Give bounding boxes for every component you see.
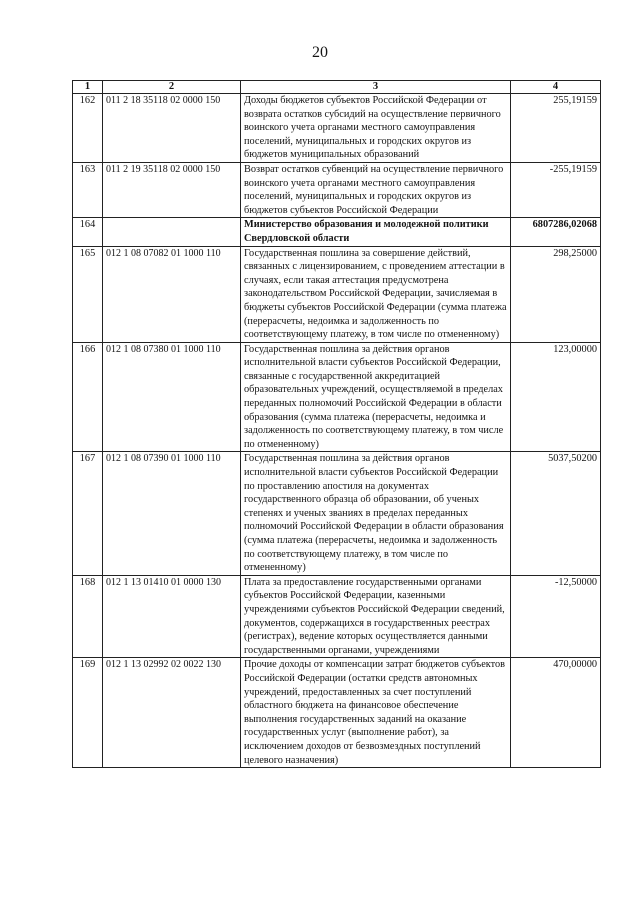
amount-value: 5037,50200 [511,452,601,575]
revenue-name: Возврат остатков субвенций на осуществление первичного воинского учета органами местного самоуправления поселений, муниципальных и городских округов из бюджетов субъектов Российской Федерации [241,162,511,217]
revenue-name: Министерство образования и молодежной политики Свердловской области [241,218,511,246]
budget-code: 012 1 13 02992 02 0022 130 [103,658,241,768]
row-number: 168 [73,575,103,658]
budget-code [103,218,241,246]
revenue-name: Государственная пошлина за действия органов исполнительной власти субъектов Российской Федерации по проставлению апостиля на документах государственного образца об образовании, об ученых степенях и ученых званиях в пределах переданных полномочий Российской Федерации в области образования (сумма платежа (перерасчеты, недоимка и задолженность по соответствующему платежу, в том числе по отмененному) [241,452,511,575]
amount-value: -12,50000 [511,575,601,658]
row-number: 162 [73,94,103,163]
budget-revenue-table [72,80,601,768]
page-number: 20 [312,44,328,61]
row-number: 166 [73,342,103,452]
amount-value: -255,19159 [511,162,601,217]
column-header-4: 4 [511,81,601,94]
budget-code: 012 1 08 07380 01 1000 110 [103,342,241,452]
table-header-row [73,81,601,94]
budget-code: 012 1 08 07390 01 1000 110 [103,452,241,575]
table-row [73,658,601,768]
amount-value: 255,19159 [511,94,601,163]
table-row [73,94,601,163]
column-header-2: 2 [103,81,241,94]
amount-value: 123,00000 [511,342,601,452]
row-number: 165 [73,246,103,342]
column-header-3: 3 [241,81,511,94]
revenue-name: Государственная пошлина за совершение действий, связанных с лицензированием, с проведением аттестации в случаях, если такая аттестация предусмотрена законодательством Российской Федерации, зачисляемая в бюджеты субъектов Российской Федерации (сумма платежа (перерасчеты, недоимка и задолженность по соответствующему платежу, в том числе по отмененному) [241,246,511,342]
budget-code: 011 2 19 35118 02 0000 150 [103,162,241,217]
budget-code: 012 1 13 01410 01 0000 130 [103,575,241,658]
budget-code: 011 2 18 35118 02 0000 150 [103,94,241,163]
amount-value: 6807286,02068 [511,218,601,246]
row-number: 167 [73,452,103,575]
row-number: 164 [73,218,103,246]
table-row [73,218,601,246]
table-row [73,452,601,575]
amount-value: 470,00000 [511,658,601,768]
table-row [73,575,601,658]
amount-value: 298,25000 [511,246,601,342]
column-header-1: 1 [73,81,103,94]
revenue-name: Прочие доходы от компенсации затрат бюджетов субъектов Российской Федерации (остатки средств автономных учреждений, предоставленных за счет поступлений областного бюджета на финансовое обеспечение выполнения государственных заданий на оказание государственных услуг (выполнение работ), за исключением доходов от безвозмездных поступлений целевого назначения) [241,658,511,768]
revenue-name: Доходы бюджетов субъектов Российской Федерации от возврата остатков субсидий на осуществление первичного воинского учета органами местного самоуправления поселений, муниципальных и городских округов из бюджетов муниципальных образований [241,94,511,163]
row-number: 169 [73,658,103,768]
revenue-name: Плата за предоставление государственными органами субъектов Российской Федерации, казенными учреждениями субъектов Российской Федерации сведений, документов, содержащихся в государственных реестрах (регистрах), ведение которых осуществляется данными государственными органами, учреждениями [241,575,511,658]
budget-code: 012 1 08 07082 01 1000 110 [103,246,241,342]
table-row [73,246,601,342]
row-number: 163 [73,162,103,217]
table-row [73,342,601,452]
table-row [73,162,601,217]
revenue-name: Государственная пошлина за действия органов исполнительной власти субъектов Российской Федерации, связанные с государственной аккредитацией образовательных учреждений, осуществляемой в пределах переданных полномочий Российской Федерации в области образования (сумма платежа (перерасчеты, недоимка и задолженность по соответствующему платежу, в том числе по отмененному) [241,342,511,452]
